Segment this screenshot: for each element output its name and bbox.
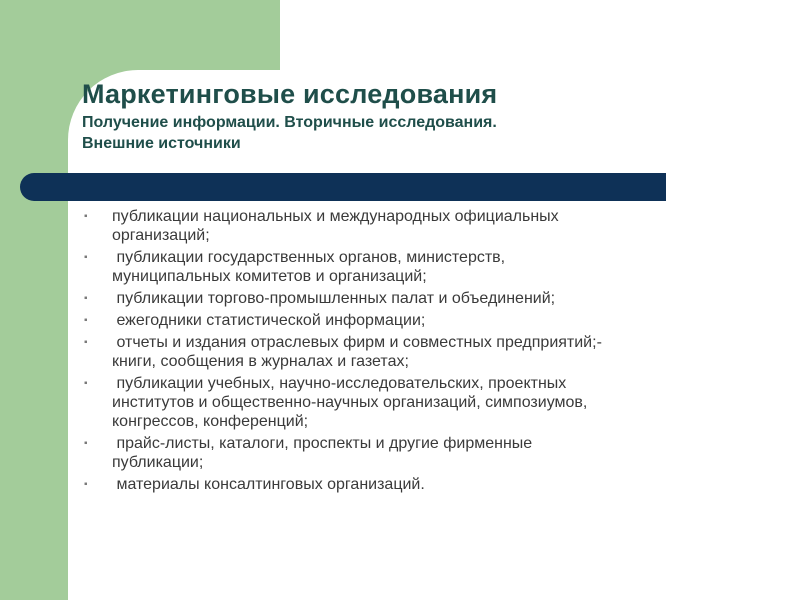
divider-bar xyxy=(20,173,666,201)
list-item xyxy=(82,311,762,330)
bullet-line: публикации; xyxy=(112,454,204,471)
bullet-line: организаций; xyxy=(112,227,210,244)
page-subtitle xyxy=(82,112,702,154)
list-item xyxy=(82,207,762,245)
bullet-line: ежегодники статистической информации; xyxy=(112,312,426,329)
bullet-line: институтов и общественно-научных организаций, симпозиумов, xyxy=(112,394,588,411)
subtitle-line-1: Получение информации. Вторичные исследования. xyxy=(82,114,497,131)
bullet-marker-icon: ▪ xyxy=(84,479,88,490)
green-side-panel xyxy=(0,0,68,600)
bullet-line: муниципальных комитетов и организаций; xyxy=(112,268,427,285)
list-item xyxy=(82,248,762,286)
bullet-line: материалы консалтинговых организаций. xyxy=(112,476,425,493)
bullet-marker-icon: ▪ xyxy=(84,211,88,222)
page-title: Маркетинговые исследования xyxy=(82,79,498,109)
bullet-line: публикации торгово-промышленных палат и объединений; xyxy=(112,290,556,307)
bullet-line: отчеты и издания отраслевых фирм и совместных предприятий;- xyxy=(112,334,602,351)
list-item xyxy=(82,475,762,494)
bullet-list xyxy=(82,207,762,497)
bullet-marker-icon: ▪ xyxy=(84,438,88,449)
bullet-line: публикации учебных, научно-исследовательских, проектных xyxy=(112,375,567,392)
list-item xyxy=(82,289,762,308)
bullet-marker-icon: ▪ xyxy=(84,315,88,326)
bullet-line: публикации национальных и международных официальных xyxy=(112,208,559,225)
list-item xyxy=(82,434,762,472)
bullet-marker-icon: ▪ xyxy=(84,337,88,348)
title-block xyxy=(82,78,702,154)
bullet-line: книги, сообщения в журналах и газетах; xyxy=(112,353,409,370)
bullet-marker-icon: ▪ xyxy=(84,252,88,263)
bullet-line: прайс-листы, каталоги, проспекты и другие фирменные xyxy=(112,435,533,452)
list-item xyxy=(82,374,762,431)
green-top-panel xyxy=(0,0,280,70)
list-item xyxy=(82,333,762,371)
bullet-line: публикации государственных органов, министерств, xyxy=(112,249,506,266)
subtitle-line-2: Внешние источники xyxy=(82,135,241,152)
bullet-marker-icon: ▪ xyxy=(84,293,88,304)
bullet-marker-icon: ▪ xyxy=(84,378,88,389)
bullet-line: конгрессов, конференций; xyxy=(112,413,309,430)
